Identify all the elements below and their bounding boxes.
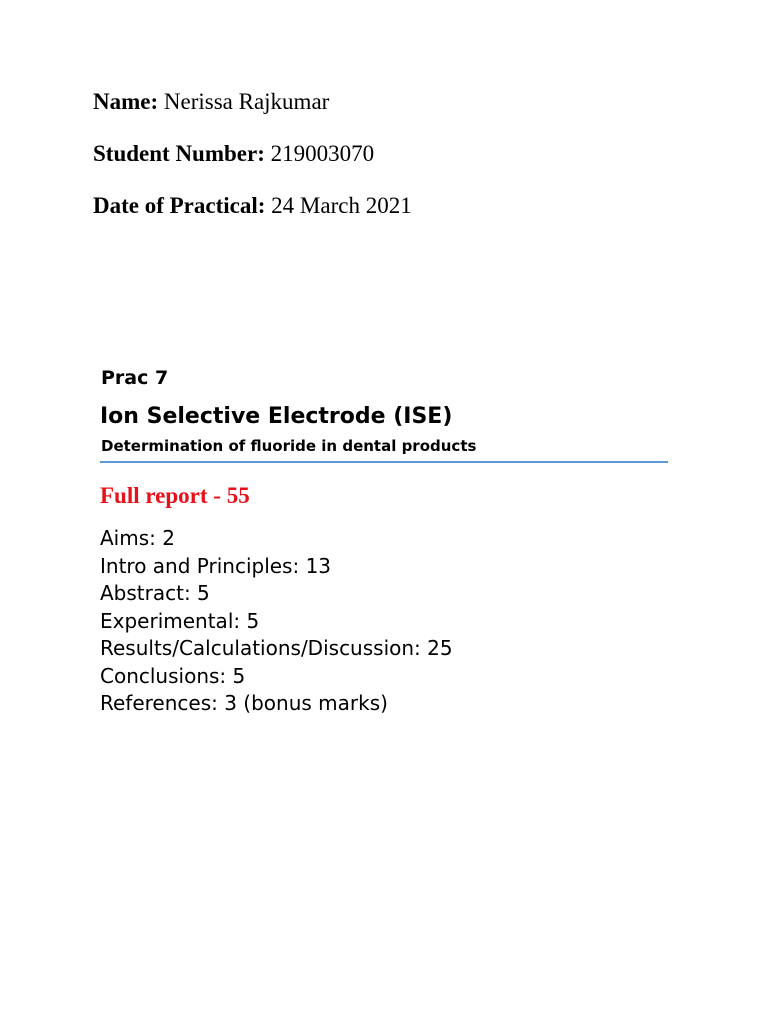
mark-item: Aims: 2	[100, 526, 175, 550]
full-report-heading: Full report - 55	[100, 483, 250, 508]
student-number-label: Student Number:	[93, 141, 265, 166]
mark-item: Intro and Principles: 13	[100, 553, 332, 578]
date-line	[93, 192, 412, 220]
prac-title: Ion Selective Electrode (ISE)	[100, 404, 453, 429]
mark-item: Experimental: 5	[100, 608, 260, 633]
date-value: 24 March 2021	[271, 193, 412, 218]
title-divider	[100, 461, 668, 463]
name-label: Name:	[93, 89, 159, 114]
mark-item: Conclusions: 5	[100, 663, 246, 688]
mark-item: Abstract: 5	[100, 581, 210, 605]
mark-item: Results/Calculations/Discussion: 25	[100, 636, 453, 660]
prac-subtitle: Determination of fluoride in dental products	[101, 437, 477, 455]
prac-label: Prac 7	[101, 367, 169, 389]
date-label: Date of Practical:	[93, 193, 266, 218]
name-line	[93, 88, 329, 116]
mark-item: References: 3 (bonus marks)	[100, 691, 388, 715]
marks-list	[100, 525, 453, 718]
name-value: Nerissa Rajkumar	[163, 89, 330, 114]
student-number-line	[93, 140, 374, 168]
student-number-value: 219003070	[270, 141, 375, 166]
